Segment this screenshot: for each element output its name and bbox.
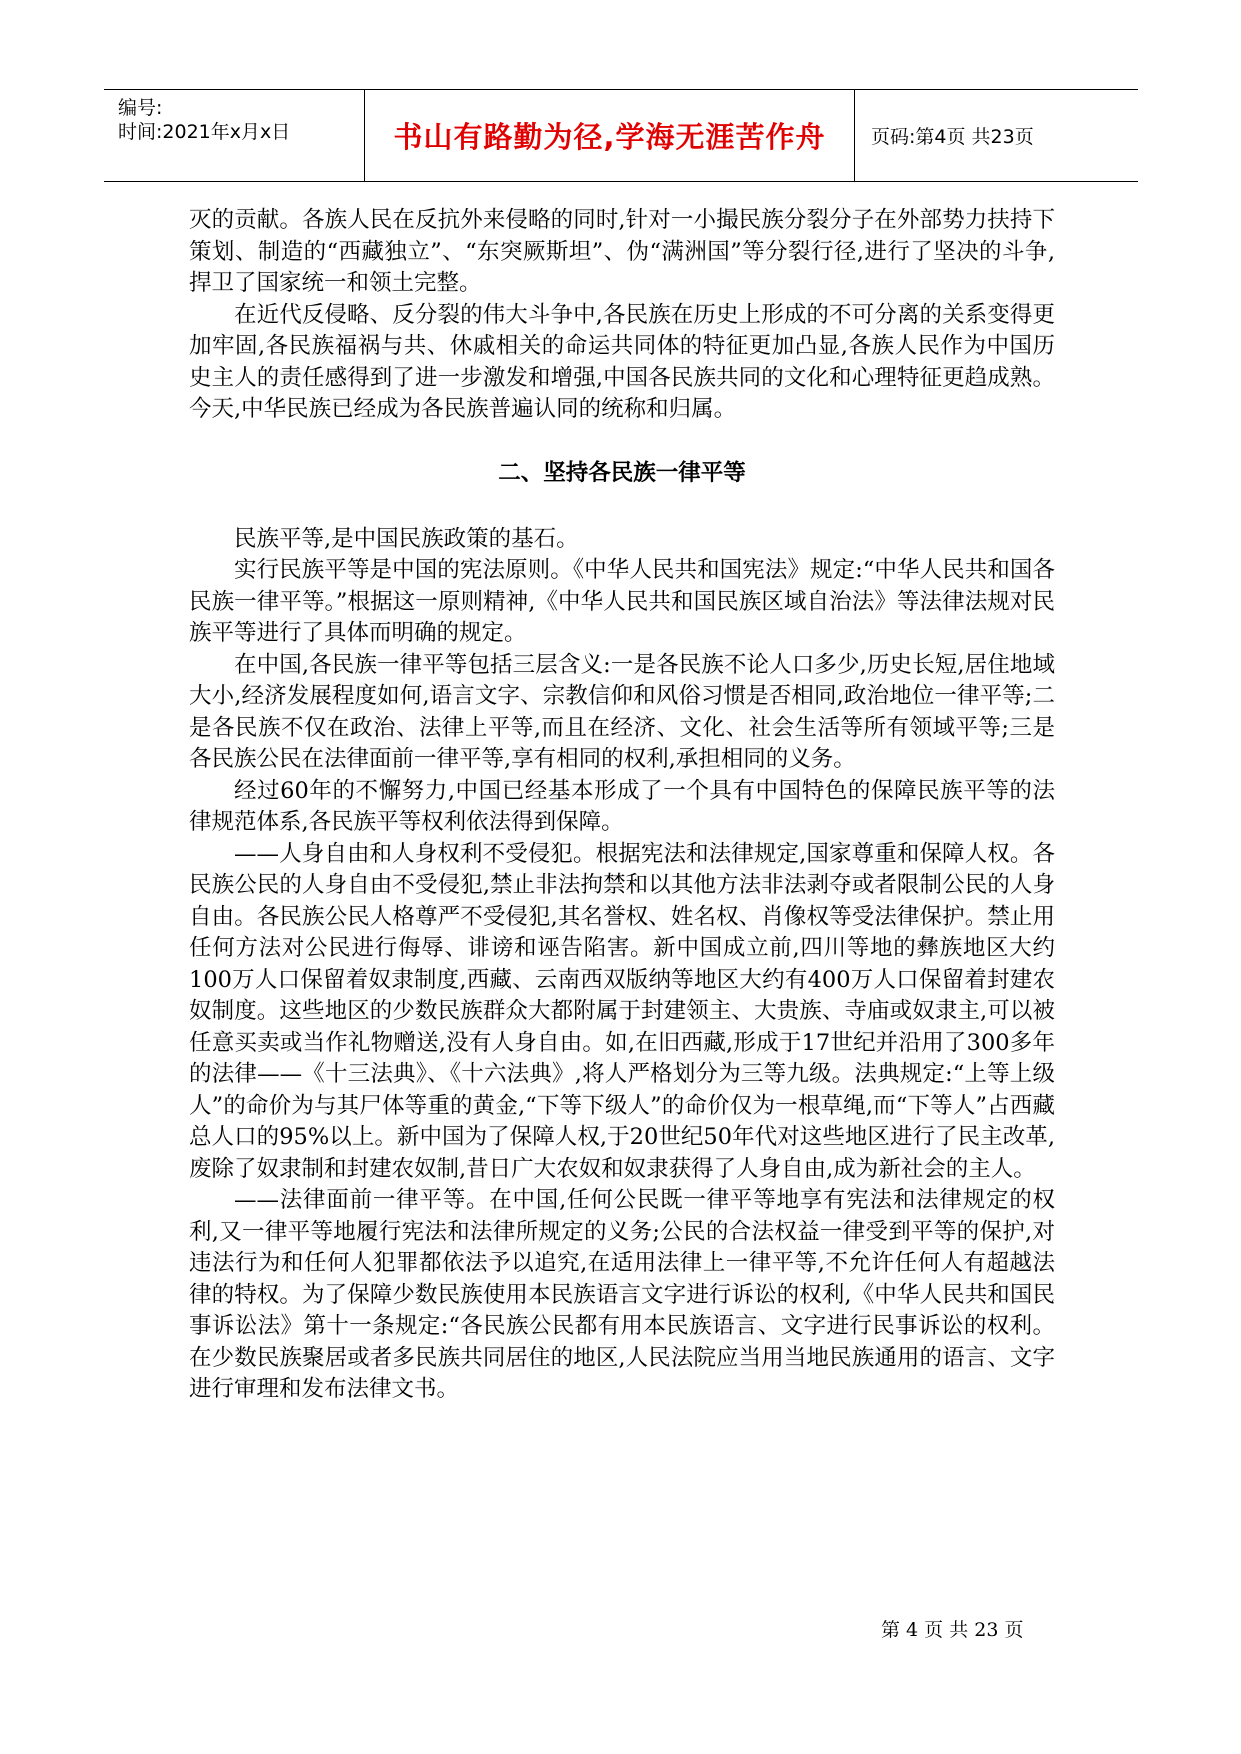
paragraph: 民族平等,是中国民族政策的基石。 [234,525,579,552]
paragraph: ——人身自由和人身权利不受侵犯。根据宪法和法律规定,国家尊重和保障人权。各民族公民的人身自由不受侵犯,禁止非法拘禁和以其他方法非法剥夺或者限制公民的人身自由。各民族公民人格尊严不受侵犯,其名誉权、姓名权、肖像权等受法律保护。禁止用任何方法对公民进行侮辱、诽谤和诬告陷害。新中国成立前,四川等地的彝族地区大约100万人口保留着奴隶制度,西藏、云南西双版纳等地区大约有400万人口保留着封建农奴制度。这些地区的少数民族群众大都附属于封建领主、大贵族、寺庙或奴隶主,可以被任意买卖或当作礼物赠送,没有人身自由。如,在旧西藏,形成于17世纪并沿用了300多年的法律——《十三法典》、《十六法典》,将人严格划分为三等九级。法典规定:“上等上级人”的命价为与其尸体等重的黄金,“下等下级人”的命价仅为一根草绳,而“下等人”占西藏总人口的95%以上。新中国为了保障人权,于20世纪50年代对这些地区进行了民主改革,废除了奴隶制和封建农奴制,昔日广大农奴和奴隶获得了人身自由,成为新社会的主人。 [189,840,1055,1182]
page-footer: 第 4 页 共 23 页 [881,1619,1024,1641]
section-title: 二、坚持各民族一律平等 [498,459,746,486]
document-body [189,205,1055,1406]
paragraph: 实行民族平等是中国的宪法原则。《中华人民共和国宪法》规定:“中华人民共和国各民族一律平等。”根据这一原则精神,《中华人民共和国民族区域自治法》等法律法规对民族平等进行了具体而明确的规定。 [189,557,1055,646]
header-motto: 书山有路勤为径,学海无涯苦作舟 [365,90,855,181]
time-label: 时间:2021年x月x日 [118,121,291,143]
paragraph: 灭的贡献。各族人民在反抗外来侵略的同时,针对一小撮民族分裂分子在外部势力扶持下策划、制造的“西藏独立”、“东突厥斯坦”、伪“满洲国”等分裂行径,进行了坚决的斗争,捍卫了国家统一和领土完整。 [189,207,1055,296]
header-page-info: 页码:第4页 共23页 [871,126,1034,148]
paragraph: 在中国,各民族一律平等包括三层含义:一是各民族不论人口多少,历史长短,居住地域大小,经济发展程度如何,语言文字、宗教信仰和风俗习惯是否相同,政治地位一律平等;二是各民族不仅在政治、法律上平等,而且在经济、文化、社会生活等所有领域平等;三是各民族公民在法律面前一律平等,享有相同的权利,承担相同的义务。 [189,651,1055,772]
header-meta-cell [104,90,365,181]
paragraph: ——法律面前一律平等。在中国,任何公民既一律平等地享有宪法和法律规定的权利,又一律平等地履行宪法和法律所规定的义务;公民的合法权益一律受到平等的保护,对违法行为和任何人犯罪都依法予以追究,在适用法律上一律平等,不允许任何人有超越法律的特权。为了保障少数民族使用本民族语言文字进行诉讼的权利,《中华人民共和国民事诉讼法》第十一条规定:“各民族公民都有用本民族语言、文字进行民事诉讼的权利。在少数民族聚居或者多民族共同居住的地区,人民法院应当用当地民族通用的语言、文字进行审理和发布法律文书。 [189,1187,1055,1402]
page-header [104,89,1138,182]
paragraph: 经过60年的不懈努力,中国已经基本形成了一个具有中国特色的保障民族平等的法律规范体系,各民族平等权利依法得到保障。 [189,777,1055,835]
number-label: 编号: [118,97,163,119]
paragraph: 在近代反侵略、反分裂的伟大斗争中,各民族在历史上形成的不可分离的关系变得更加牢固,各民族福祸与共、休戚相关的命运共同体的特征更加凸显,各族人民作为中国历史主人的责任感得到了进一步激发和增强,中国各民族共同的文化和心理特征更趋成熟。今天,中华民族已经成为各民族普遍认同的统称和归属。 [189,301,1055,422]
